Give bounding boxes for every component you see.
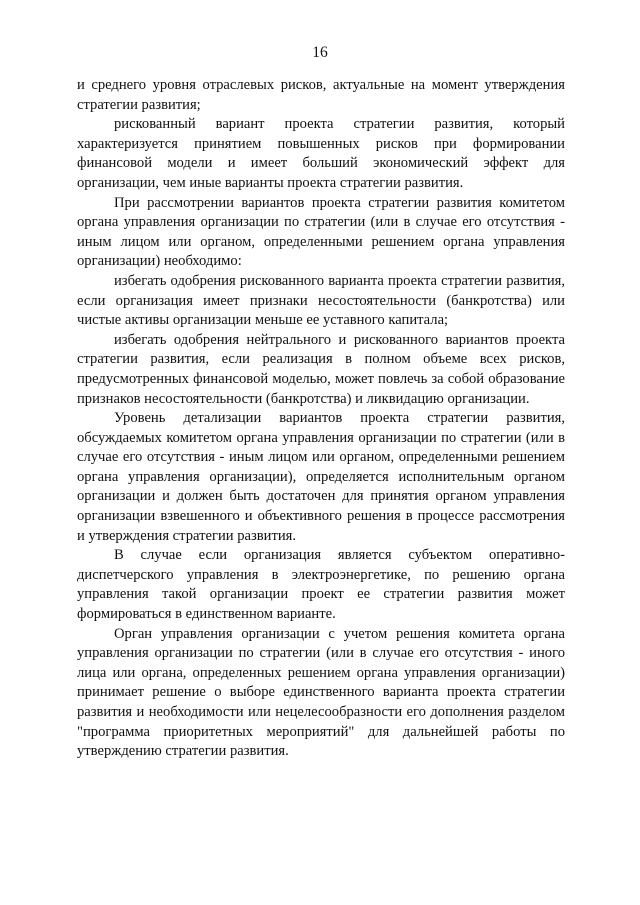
paragraph-dispatch-case: В случае если организация является субъектом оперативно-диспетчерского управления в электроэнергетике, по решению органа управления такой организации проект ее стратегии развития может формироваться в единственном варианте.	[77, 547, 565, 623]
paragraph-management-decision: Орган управления организации с учетом решения комитета органа управления организации по стратегии (или в случае его отсутствия - иного лица или органа, определенных решением органа управления организации) принимает решение о выборе единственного варианта проекта стратегии развития и необходимости или нецелесообразности его дополнения разделом "программа приоритетных мероприятий" для дальнейшей работы по утверждению стратегии развития.	[77, 625, 565, 760]
paragraph-detail-level: Уровень детализации вариантов проекта стратегии развития, обсуждаемых комитетом органа управления организации по стратегии (или в случае его отсутствия - иным лицом или органом, определенными решением органа управления организации), определяется исполнительным органом организации и должен быть достаточен для принятия органом управления организации взвешенного и объективного решения в процессе рассмотрения и утверждения стратегии развития.	[77, 410, 565, 544]
page-number: 16	[312, 44, 328, 61]
document-body	[77, 76, 565, 762]
paragraph-avoid-neutral-risky: избегать одобрения нейтрального и рискованного вариантов проекта стратегии развития, если реализация в полном объеме всех рисков, предусмотренных финансовой моделью, может повлечь за собой образование признаков несостоятельности (банкротства) и ликвидацию организации.	[77, 331, 565, 407]
paragraph-risky-variant: рискованный вариант проекта стратегии развития, который характеризуется принятием повышенных рисков при формировании финансовой модели и имеет больший экономический эффект для организации, чем иные варианты проекта стратегии развития.	[77, 116, 565, 191]
paragraph-avoid-risky: избегать одобрения рискованного варианта проекта стратегии развития, если организация имеет признаки несостоятельности (банкротства) или чистые активы организации меньше ее уставного капитала;	[77, 272, 565, 329]
paragraph-committee-review: При рассмотрении вариантов проекта стратегии развития комитетом органа управления организации по стратегии (или в случае его отсутствия - иным лицом или органом, определенными решением органа управления организации) необходимо:	[77, 194, 565, 270]
paragraph-continuation: и среднего уровня отраслевых рисков, актуальные на момент утверждения стратегии развития;	[77, 77, 565, 113]
